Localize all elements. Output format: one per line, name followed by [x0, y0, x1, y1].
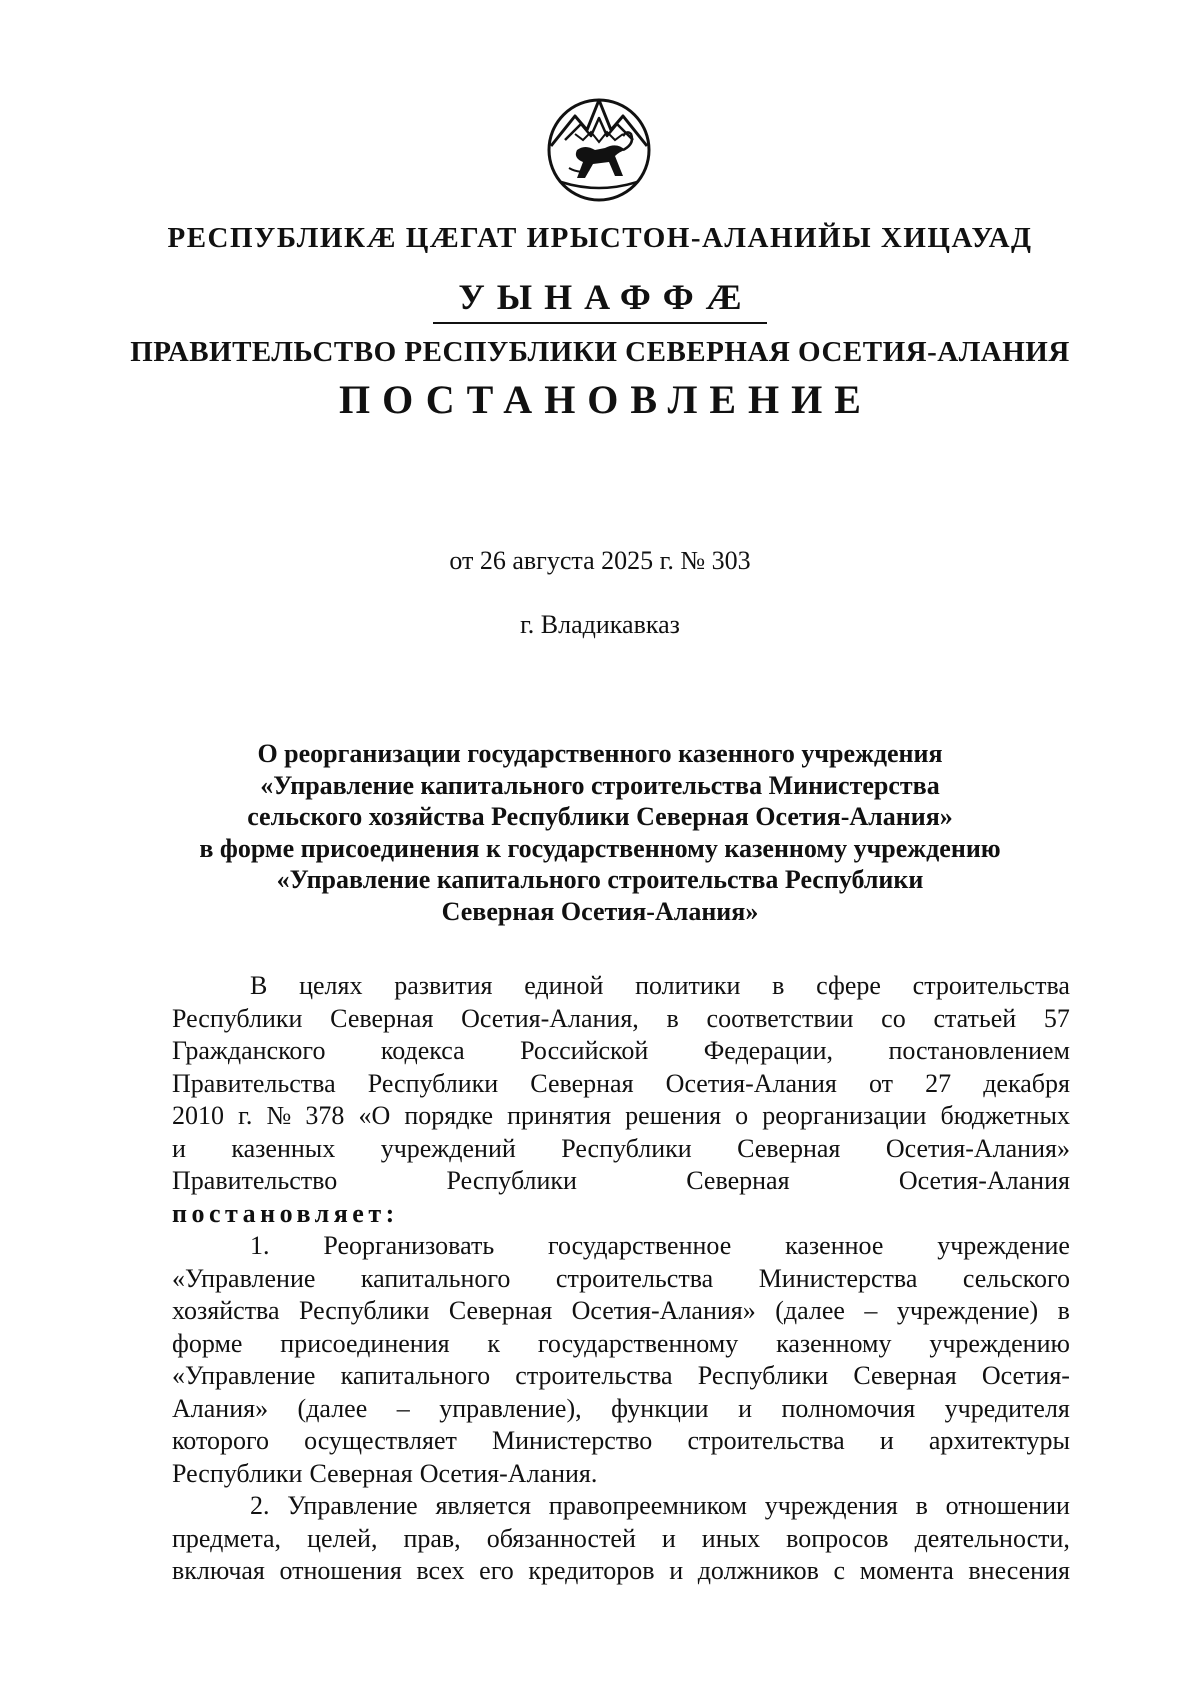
header-divider — [433, 322, 767, 324]
body-word: государственному — [537, 1328, 739, 1358]
body-word: хозяйства — [172, 1296, 280, 1325]
body-word: должников — [697, 1556, 819, 1585]
decree-city: г. Владикавказ — [520, 610, 680, 639]
body-word: 2. — [250, 1491, 270, 1520]
body-word: о — [735, 1101, 749, 1130]
body-word: архитектуры — [928, 1426, 1070, 1455]
body-word: Правительства — [172, 1068, 336, 1098]
title-line: О реорганизации государственного казенного учреждения — [257, 739, 943, 768]
title-line: в форме присоединения к государственному казенному учреждению — [199, 833, 1001, 863]
body-word: 27 — [925, 1068, 952, 1098]
body-word: правопреемником — [548, 1491, 747, 1520]
body-word: которого — [172, 1426, 270, 1455]
body-word: сфере — [816, 971, 881, 1000]
body-word: управление), — [439, 1393, 582, 1423]
body-word: единой — [524, 971, 604, 1000]
decree-date-number: от 26 августа 2025 г. № 303 — [449, 546, 751, 575]
body-line — [172, 1523, 1070, 1556]
body-word: статьей — [933, 1003, 1017, 1033]
body-word: является — [435, 1491, 532, 1520]
body-line — [172, 1068, 1070, 1101]
body-word: – — [864, 1296, 878, 1325]
body-line — [172, 1458, 1070, 1491]
body-word: бюджетных — [940, 1101, 1070, 1130]
body-word: Северная — [448, 1296, 553, 1325]
body-word: функции — [611, 1393, 709, 1423]
body-word: учреждению — [929, 1328, 1070, 1358]
body-word: включая — [172, 1556, 265, 1585]
body-word: к — [487, 1328, 501, 1358]
body-word: отношения — [279, 1556, 402, 1585]
document-body-text — [172, 970, 1070, 1588]
body-word: Северная — [530, 1068, 634, 1098]
body-word: решения — [625, 1101, 722, 1130]
body-word: 378 — [305, 1101, 345, 1130]
body-word: 57 — [1043, 1003, 1070, 1033]
body-word: (далее — [775, 1296, 845, 1325]
body-word: «О — [358, 1101, 391, 1130]
body-word: Управление — [287, 1491, 418, 1520]
body-word: со — [881, 1003, 906, 1033]
body-word: прав, — [403, 1523, 461, 1553]
body-line — [172, 1393, 1070, 1426]
body-word: учреждения — [764, 1491, 898, 1520]
body-line — [172, 1295, 1070, 1328]
decree-title-russian: ПОСТАНОВЛЕНИЕ — [339, 377, 873, 422]
body-word: Гражданского — [172, 1036, 326, 1065]
body-word: и — [661, 1523, 676, 1553]
body-word: кредиторов — [528, 1556, 655, 1585]
body-word: Осетия-Алания, — [461, 1003, 639, 1033]
body-word: казенному — [776, 1328, 892, 1358]
body-word: «Управление — [172, 1361, 316, 1390]
body-word: развития — [394, 971, 493, 1000]
body-line — [172, 1490, 1070, 1523]
body-line — [172, 1133, 1070, 1166]
body-word: Российской — [520, 1036, 649, 1065]
body-word: его — [479, 1556, 514, 1585]
body-word: постановлением — [888, 1036, 1070, 1065]
body-word: строительства — [687, 1426, 845, 1455]
title-line: сельского хозяйства Республики Северная Осетия-Алания» — [247, 802, 953, 832]
body-word: Северная — [686, 1166, 790, 1195]
body-word: внесения — [968, 1556, 1070, 1585]
body-word: – — [396, 1393, 410, 1423]
body-line — [172, 1165, 1070, 1198]
body-word: реорганизации — [762, 1101, 927, 1130]
body-word: казенное — [785, 1231, 884, 1260]
body-word: Министерство — [492, 1426, 653, 1455]
body-word: от — [868, 1068, 893, 1098]
body-word: государственное — [548, 1231, 732, 1260]
body-line — [172, 1003, 1070, 1036]
body-word: учреждение) — [896, 1296, 1039, 1325]
body-word: осуществляет — [304, 1426, 457, 1455]
body-word: казенных — [231, 1133, 336, 1163]
body-line — [172, 970, 1070, 1003]
body-word: Осетия-Алания. — [419, 1458, 598, 1488]
body-word: В — [250, 971, 268, 1000]
body-word: Северная — [737, 1133, 841, 1163]
body-word: полномочия — [781, 1393, 916, 1423]
body-word: учредителя — [944, 1393, 1070, 1423]
body-word: № — [266, 1101, 292, 1130]
body-word: декабря — [983, 1068, 1070, 1098]
body-word: предмета, — [172, 1523, 282, 1553]
body-line — [172, 1263, 1070, 1296]
body-word: Северная — [309, 1458, 413, 1488]
body-word: 1. — [250, 1231, 270, 1260]
body-word: г. — [238, 1101, 253, 1130]
body-word: форме — [172, 1328, 243, 1358]
body-word: капитального — [340, 1361, 491, 1390]
body-word: Республики — [561, 1133, 692, 1163]
body-word: и — [738, 1393, 752, 1423]
body-word: в — [1057, 1296, 1070, 1325]
body-word: строительства — [515, 1361, 673, 1390]
body-word: Республики — [446, 1166, 577, 1195]
body-word: Осетия- — [981, 1361, 1070, 1390]
body-line — [172, 1555, 1070, 1588]
body-word: Республики — [172, 1003, 303, 1033]
body-word: Осетия-Алания — [898, 1166, 1070, 1195]
body-word: Республики — [367, 1068, 499, 1098]
title-line: Северная Осетия-Алания» — [441, 896, 759, 926]
body-word: порядке — [404, 1101, 494, 1130]
body-word: «Управление — [172, 1263, 316, 1293]
body-word: целей, — [307, 1523, 378, 1553]
body-word: Республики — [298, 1296, 430, 1325]
body-word: постановляет: — [172, 1198, 399, 1228]
body-word: отношении — [945, 1491, 1070, 1520]
document-subject-title — [130, 738, 1070, 928]
body-word: Федерации, — [703, 1036, 834, 1065]
body-word: и — [172, 1133, 186, 1163]
body-word: учреждение — [937, 1231, 1070, 1260]
body-word: кодекса — [380, 1036, 465, 1065]
body-line — [172, 1100, 1070, 1133]
body-line — [172, 1425, 1070, 1458]
body-word: Реорганизовать — [323, 1231, 495, 1260]
header-line-ossetian: РЕСПУБЛИКÆ ЦÆГАТ ИРЫСТОН-АЛАНИЙЫ ХИЦАУАД — [167, 222, 1033, 254]
body-word: Северная — [853, 1361, 957, 1390]
header-line-russian: ПРАВИТЕЛЬСТВО РЕСПУБЛИКИ СЕВЕРНАЯ ОСЕТИЯ-АЛАНИЯ — [130, 336, 1070, 368]
body-word: учреждений — [380, 1133, 516, 1163]
body-word: в — [666, 1003, 679, 1033]
body-word: 2010 — [172, 1101, 224, 1130]
body-line — [172, 1198, 1070, 1231]
body-word: деятельности, — [914, 1523, 1070, 1553]
body-word: в — [915, 1491, 928, 1520]
body-word: иных — [701, 1523, 761, 1553]
body-word: капитального — [360, 1263, 511, 1293]
body-word: и — [669, 1556, 684, 1585]
body-word: Министерства — [758, 1263, 918, 1293]
body-word: с — [833, 1556, 846, 1585]
body-word: соответствии — [706, 1003, 854, 1033]
body-word: Северная — [330, 1003, 434, 1033]
body-word: Осетия-Алания — [665, 1068, 837, 1098]
body-word: политики — [635, 971, 741, 1000]
body-word: Правительство — [172, 1166, 338, 1195]
body-line — [172, 1360, 1070, 1393]
body-word: (далее — [297, 1393, 368, 1423]
body-word: Республики — [697, 1361, 829, 1390]
body-word: Республики — [172, 1458, 303, 1488]
body-word: момента — [859, 1556, 954, 1585]
body-word: Осетия-Алания» — [571, 1296, 756, 1325]
body-word: строительства — [912, 971, 1070, 1000]
coat-of-arms-emblem — [535, 86, 663, 206]
body-word: строительства — [555, 1263, 714, 1293]
body-word: вопросов — [786, 1523, 889, 1553]
body-word: принятия — [507, 1101, 612, 1130]
body-word: и — [879, 1426, 894, 1455]
body-word: всех — [416, 1556, 465, 1585]
body-line — [172, 1035, 1070, 1068]
decree-title-ossetian: УЫНАФФÆ — [458, 277, 754, 317]
body-word: обязанностей — [486, 1523, 636, 1553]
body-word: в — [772, 971, 785, 1000]
body-line — [172, 1328, 1070, 1361]
title-line: «Управление капитального строительства Республики — [276, 865, 924, 895]
body-line — [172, 1230, 1070, 1263]
body-word: Осетия-Алания» — [885, 1133, 1070, 1163]
body-word: присоединения — [280, 1328, 450, 1358]
body-word: Алания» — [172, 1393, 269, 1423]
body-word: целях — [299, 971, 363, 1000]
body-word: сельского — [962, 1263, 1070, 1293]
title-line: «Управление капитального строительства Министерства — [260, 770, 940, 800]
